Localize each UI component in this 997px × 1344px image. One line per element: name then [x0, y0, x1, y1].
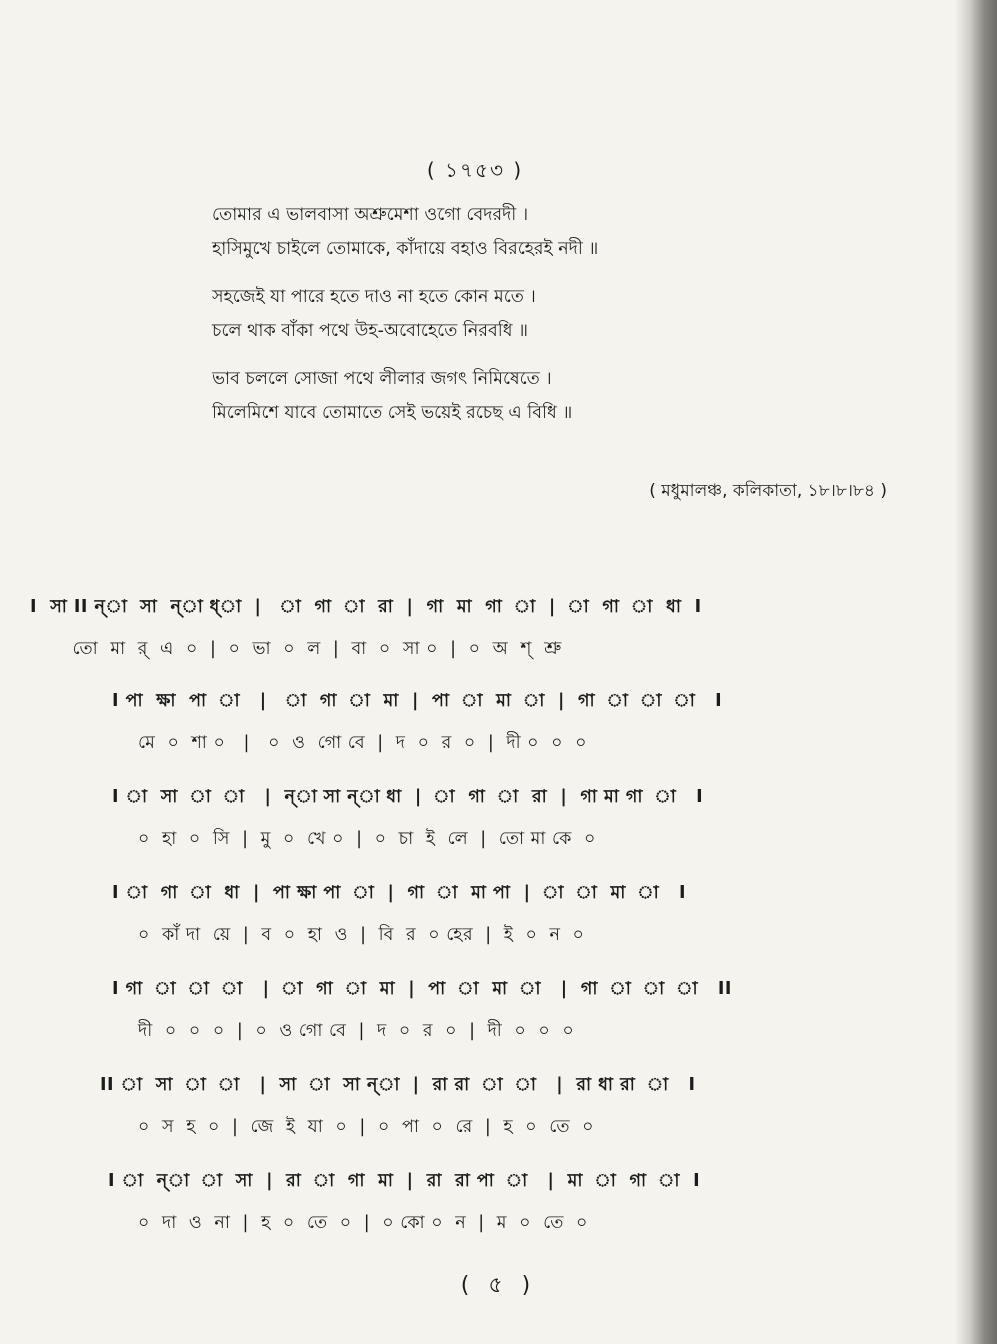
- poem-line: তোমার এ ভালবাসা অশ্রুমেশা ওগো বেদরদী ।: [212, 205, 529, 225]
- page-number-top: ( ১৭৫৩ ): [426, 158, 524, 182]
- notation-lyric-row: ০ হা ০ সি | মু ০ খে ০ | ০ চা ই লে | তো মা কে ০: [138, 829, 596, 849]
- notation-swara-row: I া গা া ধা | পা ক্ষা পা া | গা া মা পা | া া মা া I: [112, 883, 687, 903]
- attribution: ( মধুমালঞ্চ, কলিকাতা, ১৮।৮।৮৪ ): [649, 481, 887, 501]
- notation-lyric-row: মে ০ শা ০ | ০ ও গো বে | দ ০ র ০ | দী ০ ০ ০: [138, 733, 588, 753]
- notation-swara-row: I পা ক্ষা পা া | া গা া মা | পা া মা া | গা া া া I: [112, 691, 723, 711]
- poem-line: মিলেমিশে যাবে তোমাতে সেই ভয়েই রচেছ এ বিধি ॥: [212, 403, 573, 423]
- notation-swara-row: I া ন্‌া া সা | রা া গা মা | রা রা পা া | মা া গা া I: [108, 1171, 701, 1191]
- poem-line: চলে থাক বাঁকা পথে উহ-অবোহেতে নিরবধি ॥: [212, 321, 528, 341]
- notation-lyric-row: দী ০ ০ ০ | ০ ও গো বে | দ ০ র ০ | দী ০ ০ ০: [138, 1021, 575, 1041]
- page-edge-shadow: [955, 0, 997, 1344]
- poem-line: ভাব চললে সোজা পথে লীলার জগৎ নিমিষেতে ।: [212, 369, 552, 389]
- notation-swara-row: II া সা া া | সা া সা ন্‌া | রা রা া া | রা ধা রা া I: [100, 1075, 696, 1095]
- notation-swara-row: I গা া া া | া গা া মা | পা া মা া | গা া া া II: [112, 979, 732, 999]
- notation-lyric-row: তো মা র্‌ এ ০ | ০ ভা ০ ল | বা ০ সা ০ | ০ অ শ্‌ শ্রু: [30, 639, 562, 659]
- notation-lyric-row: ০ দা ও না | হ ০ তে ০ | ০ কো ০ ন | ম ০ তে ০: [138, 1213, 588, 1233]
- poem-line: হাসিমুখে চাইলে তোমাকে, কাঁদায়ে বহাও বিরহেরই নদী ॥: [212, 239, 599, 259]
- notation-lyric-row: ০ কাঁ দা য়ে | ব ০ হা ও | বি র ০ হের | ই ০ ন ০: [138, 925, 585, 945]
- notation-swara-row: I সা II ন্‌া সা ন্‌া ধ্‌া | া গা া রা | গা মা গা া | া গা া ধা I: [30, 597, 702, 617]
- notation-lyric-row: ০ স হ ০ | জে ই যা ০ | ০ পা ০ রে | হ ০ তে ০: [138, 1117, 594, 1137]
- poem-line: সহজেই যা পারে হতে দাও না হতে কোন মতে ।: [212, 287, 536, 307]
- poem-text: [212, 198, 598, 430]
- notation-swara-row: I া সা া া | ন্‌া সা ন্‌া ধা | া গা া রা | গা মা গা া I: [112, 787, 704, 807]
- page-number-bottom: ( ৫ ): [460, 1273, 537, 1298]
